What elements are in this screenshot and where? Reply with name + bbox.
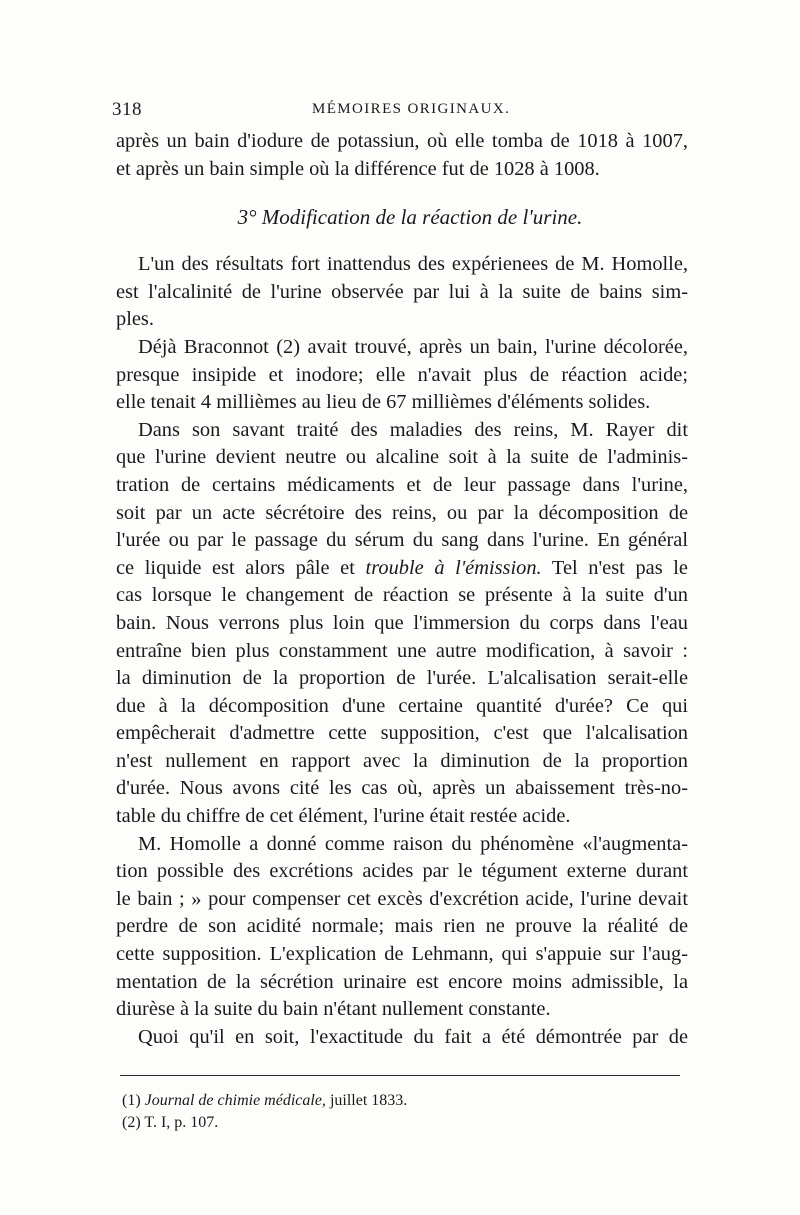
text-line: L'un des résultats fort inattendus des expérienees de M. Homolle, [138,253,688,276]
text-line: tion possible des excrétions acides par le tégument externe durant [116,860,688,883]
section-heading: 3° Modification de la réaction de l'urine. [237,205,583,230]
page-number: 318 [112,99,142,120]
text-line: et après un bain simple où la différence fut de 1028 à 1008. [116,157,600,180]
text-line: l'urée ou par le passage du sérum du sang dans l'urine. En général [116,529,688,552]
text-line: le bain ; » pour compenser cet excès d'excrétion acide, l'urine devait [116,887,688,910]
text-line: d'urée. Nous avons cité les cas où, après un abaissement très-no- [116,777,688,800]
text-line: empêcherait d'admettre cette supposition, c'est que l'alcalisation [116,722,688,745]
text-line: la diminution de la proportion de l'urée. L'alcalisation serait-elle [116,667,688,690]
text-line: tration de certains médicaments et de leur passage dans l'urine, [116,473,688,496]
text-line: n'est nullement en rapport avec la diminution de la proportion [116,749,688,772]
footnote-source: Journal de chimie médicale, [144,1092,326,1109]
italic-phrase: trouble à l'émission. [365,556,542,579]
text-line: Quoi qu'il en soit, l'exactitude du fait a été démontrée par de [138,1025,688,1048]
footnote-2: (2) T. I, p. 107. [122,1114,219,1131]
text-line: Dans son savant traité des maladies des reins, M. Rayer dit [138,418,688,441]
text-segment: Tel n'est pas le [541,556,688,579]
text-line: est l'alcalinité de l'urine observée par lui à la suite de bains sim- [116,280,688,303]
text-line: M. Homolle a donné comme raison du phénomène «l'augmenta- [138,832,688,855]
footnote-1 [122,1090,682,1112]
text-line [116,555,688,583]
text-line: diurèse à la suite du bain n'étant nullement constante. [116,998,551,1021]
running-head: MÉMOIRES ORIGINAUX. [312,101,511,117]
text-segment: ce liquide est alors pâle et [116,556,366,579]
footnotes [122,1090,682,1134]
text-line: mentation de la sécrétion urinaire est encore moins admissible, la [116,970,688,993]
footnote-marker: (1) [122,1092,145,1109]
text-line: soit par un acte sécrétoire des reins, ou par la décomposition de [116,501,688,524]
text-line: due à la décomposition d'une certaine quantité d'urée? Ce qui [116,694,688,717]
text-line: entraîne bien plus constamment une autre modification, à savoir : [116,639,688,662]
text-line: que l'urine devient neutre ou alcaline soit à la suite de l'adminis- [116,446,688,469]
text-line: après un bain d'iodure de potassiun, où elle tomba de 1018 à 1007, [116,130,688,152]
text-line: elle tenait 4 millièmes au lieu de 67 millièmes d'éléments solides. [116,391,651,414]
text-line: bain. Nous verrons plus loin que l'immersion du corps dans l'eau [116,611,688,634]
footnote-rule [120,1075,680,1076]
text-line: cas lorsque le changement de réaction se présente à la suite d'un [116,584,688,607]
text-line: perdre de son acidité normale; mais rien ne prouve la réalité de [116,915,688,938]
body-text [116,128,688,1051]
text-line: cette supposition. L'explication de Lehmann, qui s'appuie sur l'aug- [116,943,688,966]
footnote-date: juillet 1833. [325,1092,408,1109]
page-header [112,99,684,123]
text-line: ples. [116,308,154,331]
text-line: Déjà Braconnot (2) avait trouvé, après un bain, l'urine décolorée, [138,335,688,358]
text-line: presque insipide et inodore; elle n'avait plus de réaction acide; [116,363,688,386]
text-line: table du chiffre de cet élément, l'urine était restée acide. [116,805,571,828]
